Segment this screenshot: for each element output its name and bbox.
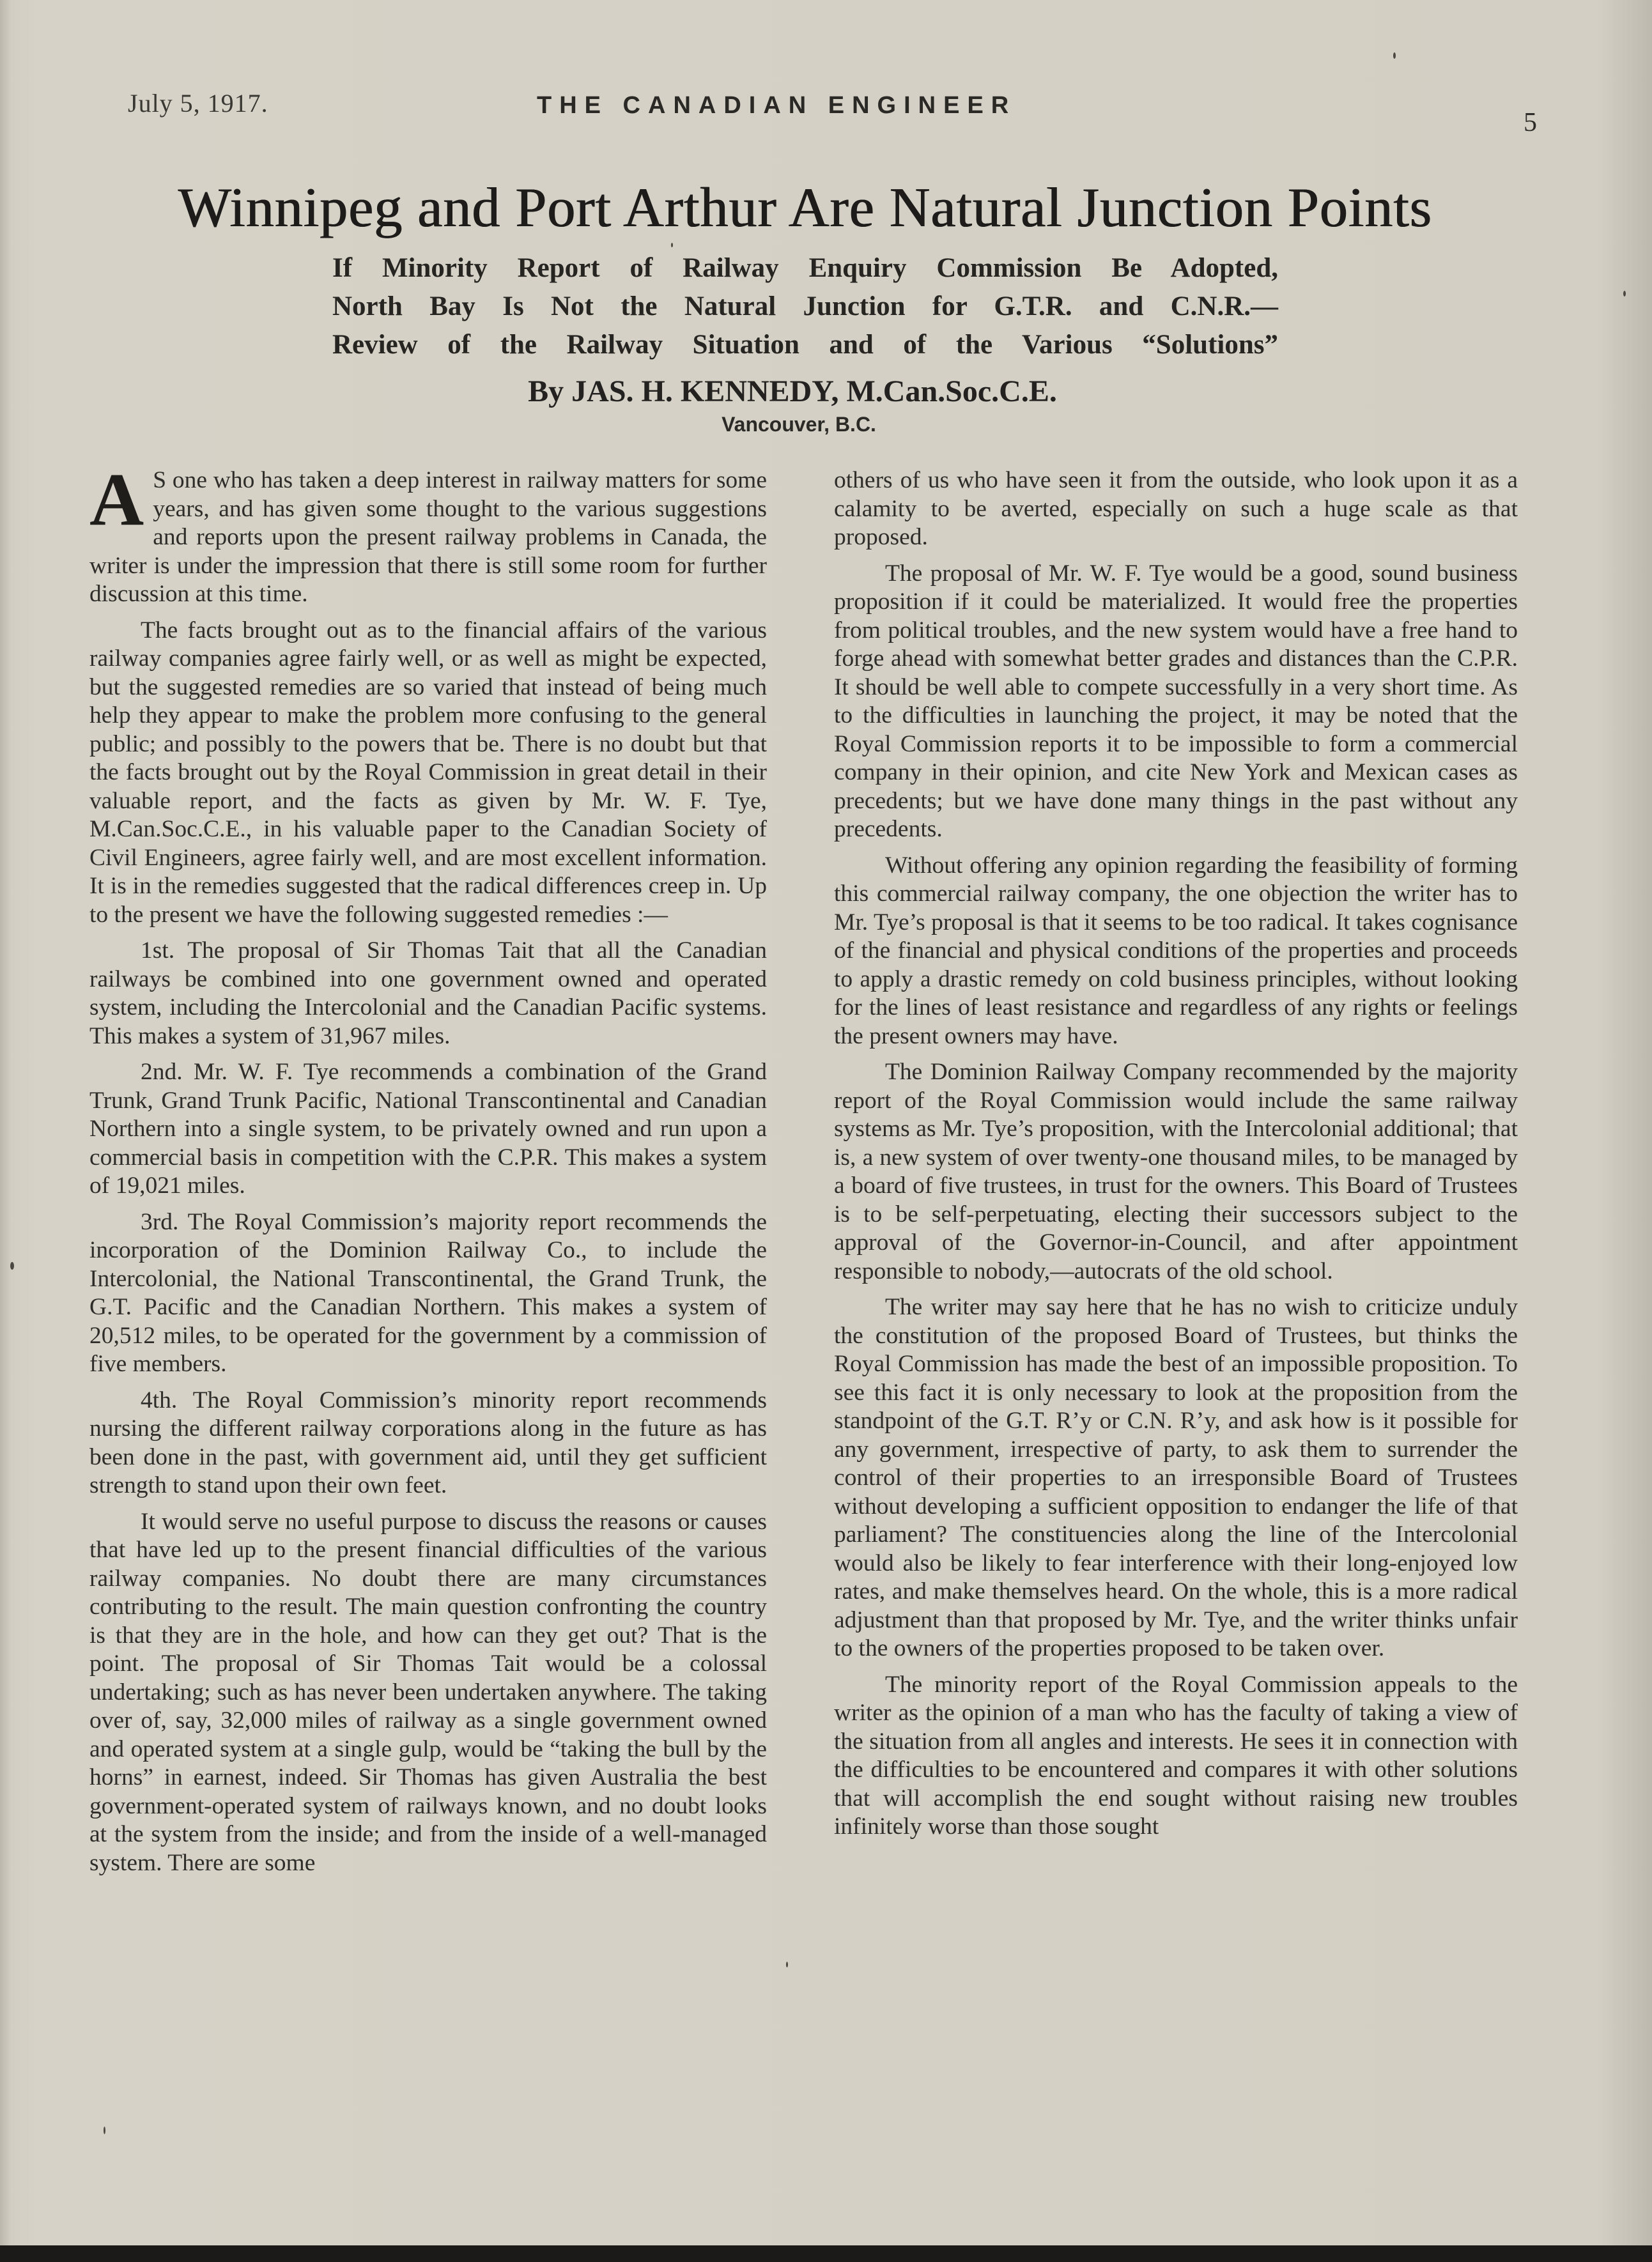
issue-date: July 5, 1917. xyxy=(128,89,268,118)
article-title: Winnipeg and Port Arthur Are Natural Junction Points xyxy=(178,177,1433,239)
left-column xyxy=(89,458,767,1885)
print-speck xyxy=(671,243,673,247)
publication-title: THE CANADIAN ENGINEER xyxy=(537,92,1017,119)
body-paragraph: Without offering any opinion regarding the feasibility of forming this commercial railway company, the one objection the writer has to Mr. Tye’s proposal is that it seems to be too radical. It takes cognisance of the financial and physical conditions of the properties and proceeds to apply a drastic remedy on cold business principles, without looking for the lines of least resistance and regardless of any rights or feelings the present owners may have. xyxy=(834,852,1518,1049)
remedy-item-1: 1st. The proposal of Sir Thomas Tait that all the Canadian railways be combined into one government owned and operated system, including the Intercolonial and the Canadian Pacific systems. This makes a system of 31,967 miles. xyxy=(89,937,767,1049)
right-column xyxy=(834,466,1518,1849)
print-speck xyxy=(1393,52,1396,59)
running-head xyxy=(128,84,1537,135)
body-paragraph: It would serve no useful purpose to discuss the reasons or causes that have led up to the present financial difficulties of the various railway companies. No doubt there are many circumstances contributing to the result. The main question confronting the country is that they are in the hole, and how can they get out? That is the point. The proposal of Sir Thomas Tait would be a colossal undertaking; such as has never been undertaken anywhere. The taking over of, say, 32,000 miles of railway as a single government owned and operated system at a single gulp, would be “taking the bull by the horns” in earnest, indeed. Sir Thomas has given Australia the best government-operated system of railways known, and no doubt looks at the system from the inside; and from the inside of a well-managed system. There are some xyxy=(89,1508,767,1876)
opening-paragraph xyxy=(89,458,767,609)
print-speck xyxy=(104,2127,105,2134)
page-number: 5 xyxy=(1524,108,1537,137)
print-speck xyxy=(1623,291,1626,296)
body-paragraph: The writer may say here that he has no wish to criticize unduly the constitution of the proposed Board of Trustees, but thinks the Royal Commission has made the best of an impossible proposition. To see this fact it is only necessary to look at the proposition from the standpoint of the G.T. R’y or C.N. R’y, and ask how is it possible for any government, irrespective of party, to ask them to surrender the control of their properties to an irresponsible Board of Trustees without developing a sufficient opposition to endanger the life of that parliament? The constituencies along the line of the Intercolonial would also be likely to fear interference with their long-enjoyed low rates, and make themselves heard. On the whole, this is a more radical adjustment than that proposed by Mr. Tye, and the writer thinks unfair to the owners of the properties proposed to be taken over. xyxy=(834,1294,1518,1661)
body-paragraph: The minority report of the Royal Commission appeals to the writer as the opinion of a man who has the faculty of taking a view of the situation from all angles and interests. He sees it in connection with the difficulties to be encountered and compares it with other solutions that will accomplish the end sought without raising new troubles infinitely worse than those sought xyxy=(834,1671,1518,1840)
article-subtitle xyxy=(332,249,1278,364)
body-paragraph: The proposal of Mr. W. F. Tye would be a good, sound business proposition if it could be materialized. It would free the properties from political troubles, and the new system would have a free hand to forge ahead with somewhat better grades and distances than the C.P.R. It should be well able to compete successfully in a very short time. As to the difficulties in launching the project, it may be noted that the Royal Commission reports it to be impossible to form a commercial company in their opinion, and cite New York and Mexican cases as precedents; but we have done many things in the past without any precedents. xyxy=(834,560,1518,842)
print-speck xyxy=(10,1262,14,1270)
author-byline: By JAS. H. KENNEDY, M.Can.Soc.C.E. xyxy=(528,374,1057,408)
author-location: Vancouver, B.C. xyxy=(722,413,876,436)
remedy-item-2: 2nd. Mr. W. F. Tye recommends a combination of the Grand Trunk, Grand Trunk Pacific, National Transcontinental and Canadian Northern into a single system, to be privately owned and run upon a commercial basis in competition with the C.P.R. This makes a system of 19,021 miles. xyxy=(89,1059,767,1199)
remedy-item-4: 4th. The Royal Commission’s minority report recommends nursing the different railway corporations along in the future as has been done in the past, with government aid, until they get sufficient strength to stand upon their own feet. xyxy=(89,1387,767,1498)
remedy-item-3: 3rd. The Royal Commission’s majority report recommends the incorporation of the Dominion Railway Co., to include the Intercolonial, the National Transcontinental, the Grand Trunk, the G.T. Pacific and the Canadian Northern. This makes a system of 20,512 miles, to be operated for the government by a commission of five members. xyxy=(89,1208,767,1377)
body-paragraph: The Dominion Railway Company recommended by the majority report of the Royal Commission would include the same railway systems as Mr. Tye’s proposition, with the Intercolonial additional; that is, a new system of over twenty-one thousand miles, to be managed by a board of five trustees, in trust for the owners. This Board of Trustees is to be self-perpetuating, electing their successors subject to the approval of the Governor-in-Council, and after appointment responsible to nobody,—autocrats of the old school. xyxy=(834,1059,1518,1284)
subtitle-line: If Minority Report of Railway Enquiry Commission Be Adopted, xyxy=(332,253,1278,283)
subtitle-line: Review of the Railway Situation and of the Various “Solutions” xyxy=(332,330,1278,360)
print-speck xyxy=(786,1962,788,1967)
subtitle-line: North Bay Is Not the Natural Junction for G.T.R. and C.N.R.— xyxy=(332,291,1278,321)
continued-paragraph: others of us who have seen it from the outside, who look upon it as a calamity to be averted, especially on such a huge scale as that proposed. xyxy=(834,467,1518,550)
body-paragraph: The facts brought out as to the financial affairs of the various railway companies agree fairly well, or as well as might be expected, but the suggested remedies are so varied that instead of being much help they appear to make the problem more confusing to the general public; and possibly to the powers that be. There is no doubt but that the facts brought out by the Royal Commission in great detail in their valuable report, and the facts as given by Mr. W. F. Tye, M.Can.Soc.C.E., in his valuable paper to the Canadian Society of Civil Engineers, agree fairly well, and are most excellent information. It is in the remedies suggested that the radical differences creep in. Up to the present we have the following suggested remedies :— xyxy=(89,617,767,928)
opening-paragraph-text: S one who has taken a deep interest in railway matters for some years, and has given some thought to the various suggestions and reports upon the present railway problems in Canada, the writer is under the impression that there is still some room for further discussion at this time. xyxy=(89,467,767,607)
scan-edge xyxy=(0,2245,1652,2262)
drop-cap: A xyxy=(89,458,144,541)
